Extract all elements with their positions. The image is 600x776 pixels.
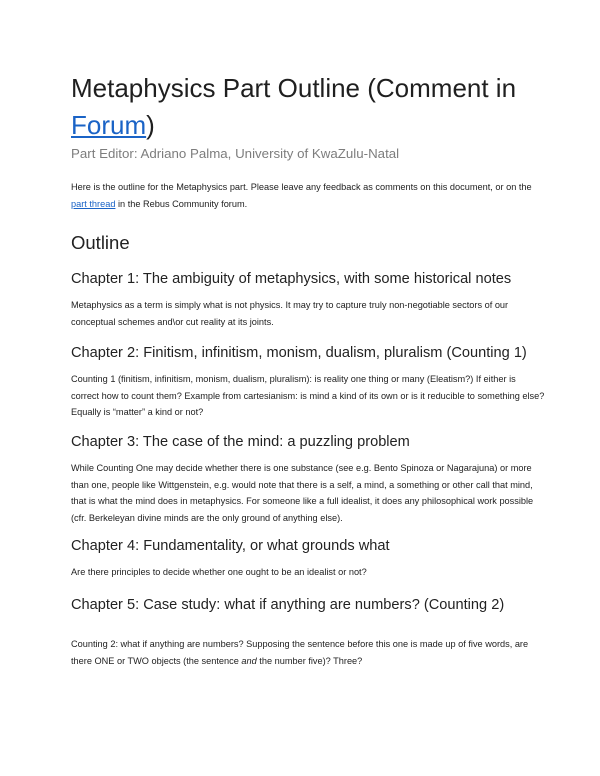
chapter-4-text: Are there principles to decide whether one ought to be an idealist or not? <box>71 567 367 577</box>
chapter-5-text-after: the number five)? Three? <box>256 655 363 666</box>
chapter-5-text <box>71 636 546 669</box>
part-editor-subtitle: Part Editor: Adriano Palma, University of KwaZulu-Natal <box>71 146 400 161</box>
outline-heading: Outline <box>71 232 130 253</box>
chapter-1-text: Metaphysics as a term is simply what is not physics. It may try to capture truly non-negotiable sectors of our conceptual schemes and\or cut reality at its joints. <box>71 300 509 327</box>
page-title <box>71 70 546 144</box>
intro-paragraph <box>71 179 546 212</box>
chapter-2-heading: Chapter 2: Finitism, infinitism, monism, dualism, pluralism (Counting 1) <box>71 345 527 361</box>
intro-text-after: in the Rebus Community forum. <box>115 198 248 209</box>
title-close-paren: ) <box>146 110 155 140</box>
chapter-3-heading: Chapter 3: The case of the mind: a puzzling problem <box>71 434 410 450</box>
chapter-5-text-before: Counting 2: what if anything are numbers? Supposing the sentence before this one is made up of five words, are there ONE or TWO objects (the sentence <box>71 639 529 666</box>
chapter-4-heading: Chapter 4: Fundamentality, or what grounds what <box>71 538 390 554</box>
chapter-3-text: While Counting One may decide whether there is one substance (see e.g. Bento Spinoza or Nagarajuna) or more than one, people like Wittgenstein, e.g. would note that there is a self, a mind, a something or other call that mind, that is what the mind does in metaphysics. For someone like a full idealist, it does any philosophical work possible (cfr. Berkeleyan divine minds are the only ground of anything else). <box>71 463 534 523</box>
chapter-5-heading: Chapter 5: Case study: what if anything are numbers? (Counting 2) <box>71 597 505 613</box>
intro-text-before: Here is the outline for the Metaphysics part. Please leave any feedback as comments on this document, or on the <box>71 182 532 192</box>
title-text: Metaphysics Part Outline (Comment in <box>71 73 517 103</box>
part-thread-link[interactable]: part thread <box>71 198 116 209</box>
forum-link[interactable]: Forum <box>71 110 147 140</box>
chapter-1-heading: Chapter 1: The ambiguity of metaphysics, with some historical notes <box>71 271 512 287</box>
chapter-2-text: Counting 1 (finitism, infinitism, monism, dualism, pluralism): is reality one thing or many (Eleatism?) If either is correct how to count them? Example from cartesianism: is mind a kind of its own or is it reducible to something else? Equally is “matter” a kind or not? <box>71 374 545 417</box>
chapter-5-text-em: and <box>241 655 257 666</box>
